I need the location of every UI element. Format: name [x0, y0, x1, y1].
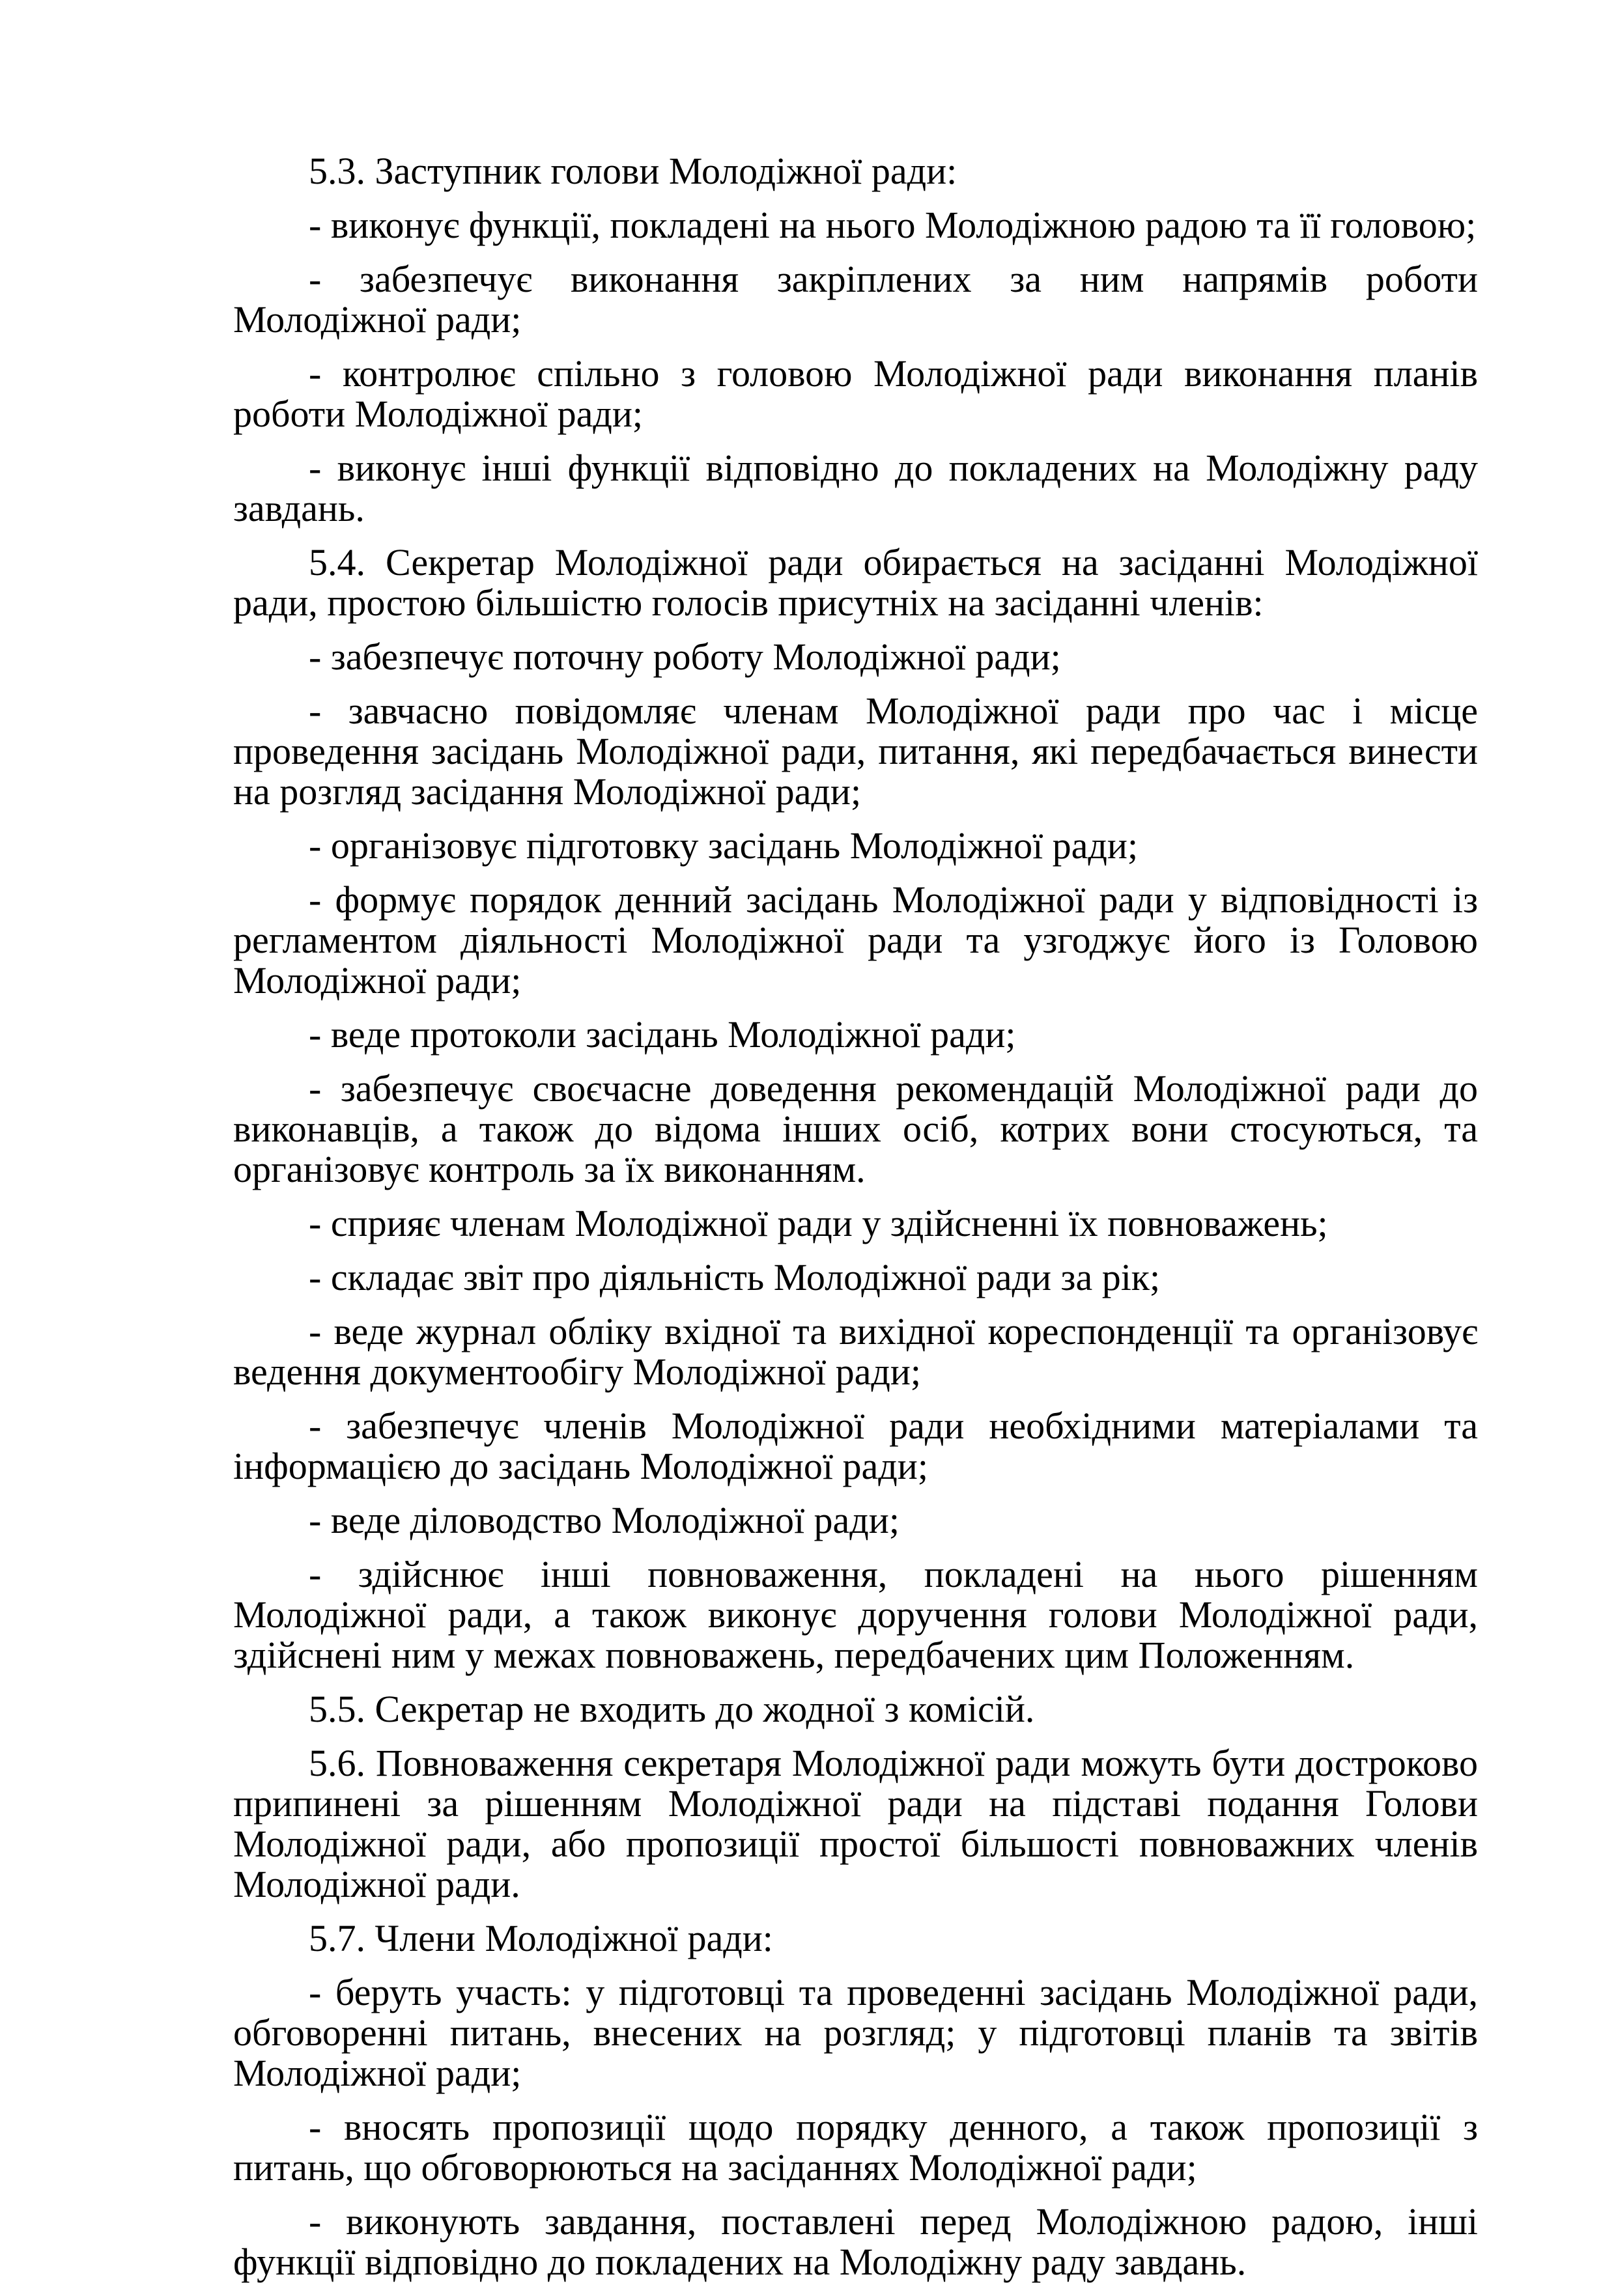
- list-item: - завчасно повідомляє членам Молодіжної ради про час і місце проведення засідань Молодіжної ради, питання, які передбачається винести на розгляд засідання Молодіжної ради;: [233, 690, 1478, 813]
- list-item: - виконує інші функції відповідно до покладених на Молодіжну раду завдань.: [233, 447, 1478, 529]
- list-item: - контролює спільно з головою Молодіжної ради виконання планів роботи Молодіжної ради;: [233, 352, 1478, 435]
- list-item: - веде журнал обліку вхідної та вихідної кореспонденції та організовує ведення документообігу Молодіжної ради;: [233, 1310, 1478, 1393]
- list-item: - виконують завдання, поставлені перед Молодіжною радою, інші функції відповідно до покладених на Молодіжну раду завдань.: [233, 2200, 1478, 2283]
- section-heading-5-3: 5.3. Заступник голови Молодіжної ради:: [309, 150, 957, 192]
- section-heading-5-6: 5.6. Повноваження секретаря Молодіжної ради можуть бути достроково припинені за рішенням Молодіжної ради на підставі подання Голови Молодіжної ради, або пропозиції простої більшості повноважних членів Молодіжної ради.: [233, 1742, 1478, 1905]
- list-item: - веде діловодство Молодіжної ради;: [309, 1499, 900, 1541]
- list-item: - складає звіт про діяльність Молодіжної ради за рік;: [309, 1256, 1161, 1298]
- list-item: - забезпечує своєчасне доведення рекомендацій Молодіжної ради до виконавців, а також до відома інших осіб, котрих вони стосуються, та організовує контроль за їх виконанням.: [233, 1067, 1478, 1190]
- list-item: - організовує підготовку засідань Молодіжної ради;: [309, 824, 1139, 867]
- list-item: - беруть участь: у підготовці та проведенні засідань Молодіжної ради, обговоренні питань, внесених на розгляд; у підготовці планів та звітів Молодіжної ради;: [233, 1971, 1478, 2094]
- list-item: - забезпечує членів Молодіжної ради необхідними матеріалами та інформацією до засідань Молодіжної ради;: [233, 1405, 1478, 1487]
- section-heading-5-4: 5.4. Секретар Молодіжної ради обирається на засіданні Молодіжної ради, простою більшістю голосів присутніх на засіданні членів:: [233, 541, 1478, 624]
- list-item: - здійснює інші повноваження, покладені на нього рішенням Молодіжної ради, а також виконує доручення голови Молодіжної ради, здійснені ним у межах повноважень, передбачених цим Положенням.: [233, 1553, 1478, 1676]
- section-heading-5-5: 5.5. Секретар не входить до жодної з комісій.: [309, 1688, 1035, 1730]
- list-item: - забезпечує виконання закріплених за ним напрямів роботи Молодіжної ради;: [233, 258, 1478, 341]
- list-item: - виконує функції, покладені на нього Молодіжною радою та її головою;: [309, 204, 1477, 246]
- list-item: - веде протоколи засідань Молодіжної ради;: [309, 1013, 1016, 1056]
- section-heading-5-7: 5.7. Члени Молодіжної ради:: [309, 1917, 773, 1959]
- list-item: - вносять пропозиції щодо порядку денного, а також пропозиції з питань, що обговорюються на засіданнях Молодіжної ради;: [233, 2106, 1478, 2189]
- list-item: - сприяє членам Молодіжної ради у здійсненні їх повноважень;: [309, 1202, 1328, 1244]
- list-item: - формує порядок денний засідань Молодіжної ради у відповідності із регламентом діяльності Молодіжної ради та узгоджує його із Головою Молодіжної ради;: [233, 878, 1478, 1001]
- document-page: [233, 151, 1478, 2296]
- list-item: - забезпечує поточну роботу Молодіжної ради;: [309, 636, 1061, 678]
